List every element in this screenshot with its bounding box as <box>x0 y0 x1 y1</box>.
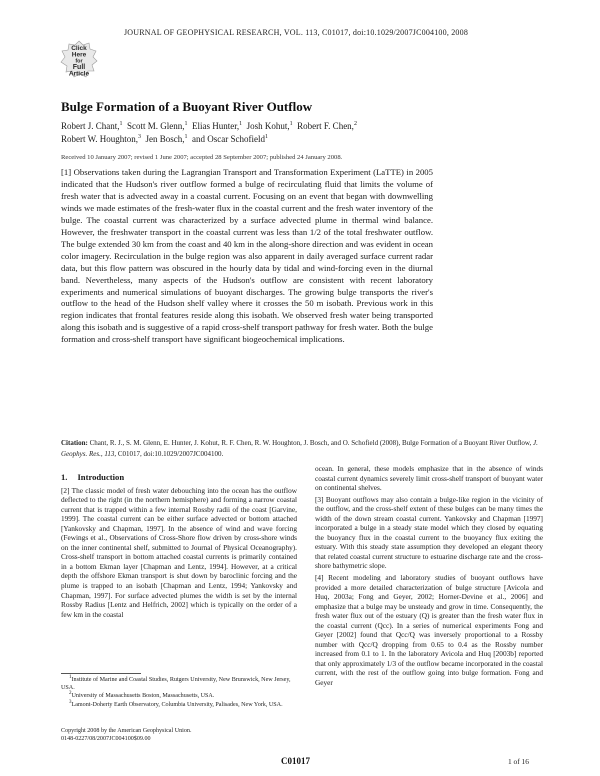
journal-header: JOURNAL OF GEOPHYSICAL RESEARCH, VOL. 113, C01017, doi:10.1029/2007JC004100, 2008 <box>123 28 469 37</box>
footnotes <box>61 676 297 709</box>
badge-line3: for <box>75 58 83 65</box>
author: Scott M. Glenn,$^1$ <box>127 121 188 131</box>
body-paragraph: [2] The classic model of fresh water debouching into the ocean has the outflow deflected to the right (in the northern hemisphere) and forming a narrow coastal current that is trapped within a few internal Rossby radii of the coast [Garvine, 1999]. The coastal current can be either surface advected or bottom attached [Yankovsky and Chapman, 1997]. In the absence of wind and wave forcing (Fewings et al., Observations of Cross-Shore flow driven by cross-shore winds on the inner continental shelf, submitted to Journal of Physical Oceanography). Cross-shelf transport in bottom attached coastal currents is primarily contained in a bottom Ekman layer [Chapman and Lentz, 1994]. However, at a critical depth the offshore Ekman transport is shut down by baroclinic forcing and the plume is trapped to an isobath [Chapman and Lentz, 1994; Yankovsky and Chapman, 1997]. For surface advected plumes the width is set by the internal Rossby Radius [Lentz and Helfrich, 2002] which is typically on the order of a few km in the coastal <box>61 485 297 619</box>
right-column <box>315 464 543 688</box>
footnote: $^1$Institute of Marine and Coastal Studies, Rutgers University, New Brunswick, New Jersey, USA. <box>61 675 291 692</box>
author: Robert W. Houghton,$^3$ <box>61 134 142 144</box>
author-list <box>61 120 491 146</box>
author: Elias Hunter,$^1$ <box>192 121 243 131</box>
full-article-badge-icon <box>60 40 98 78</box>
body-paragraph: [3] Buoyant outflows may also contain a bulge-like region in the vicinity of the outflow, and the cross-shelf extent of these bulges can be many times the width of the down stream coastal current. Yankovsky and Chapman [1997] incorporated a bulge in a steady state model which they closed by equating the buoyancy flux in the coastal current to the buoyancy flux exiting the estuary. With this steady state assumption they developed an elegant theory that related coastal current structure to estuarine discharge rate and the cross-shore bathymetric slope. <box>315 494 543 571</box>
badge-line2: Here <box>71 51 87 59</box>
author-line-2 <box>61 133 491 146</box>
page-number: 1 of 16 <box>508 757 529 766</box>
article-title: Bulge Formation of a Buoyant River Outflow <box>61 99 313 114</box>
section-heading <box>61 473 297 483</box>
author: Robert F. Chen,$^2$ <box>297 121 357 131</box>
citation <box>61 438 541 459</box>
citation-doi: C01017, doi:10.1029/2007JC004100. <box>117 449 224 458</box>
author: Josh Kohut,$^1$ <box>246 121 293 131</box>
full-article-badge[interactable] <box>60 40 98 78</box>
badge-line5: Article <box>68 70 90 78</box>
footnote-divider <box>61 673 141 674</box>
body-paragraph: ocean. In general, these models emphasize that in the absence of winds coastal current dynamics severely limit cross-shelf transport of buoyant water on continental shelves. <box>315 464 543 493</box>
author: and Oscar Schofield$^1$ <box>192 134 268 144</box>
author: Robert J. Chant,$^1$ <box>61 121 123 131</box>
copyright <box>61 727 297 743</box>
received-dates: Received 10 January 2007; revised 1 June 2007; accepted 28 September 2007; published 24 January 2008. <box>61 154 343 161</box>
body-paragraph: [4] Recent modeling and laboratory studies of buoyant outflows have provided a more detailed characterization of bulge structure [Avicola and Huq, 2003a; Fong and Geyer, 2002; Horner-Devine et al., 2006] and emphasize that a bulge may be unsteady and grow in time. Consequently, the fresh water flux out of the estuary (Q) is greater than the fresh water flux in the coastal current (Qcc). In a series of numerical experiments Fong and Geyer [2002] found that Qcc/Q was inversely proportional to a Rossby number with Qcc/Q dropping from 0.65 to 0.4 as the Rossby number increased from 0.1 to 1. In the laboratory Avicola and Huq [2003b] reported that only approximately 1/3 of the outflow became incorporated in the coastal current, with the rest of the outflow going into bulge formation. Fong and Geyer <box>315 573 543 688</box>
author-line-1 <box>61 120 491 133</box>
author: Jen Bosch,$^1$ <box>145 134 188 144</box>
section-title: Introduction <box>77 472 125 482</box>
citation-text: Chant, R. J., S. M. Glenn, E. Hunter, J. Kohut, R. F. Chen, R. W. Houghton, J. Bosch, and O. Schofield (2008), Bulge Formation of a Buoyant River Outflow, <box>89 439 532 447</box>
article-code: C01017 <box>281 756 310 766</box>
footnote: $^3$Lamont-Doherty Earth Observatory, Columbia University, Palisades, New York, USA. <box>69 699 283 708</box>
citation-journal: J. Geophys. Res., 113, <box>61 439 538 458</box>
badge-line4: Full <box>72 64 86 71</box>
citation-label: Citation: <box>61 439 88 447</box>
footnote: $^2$University of Massachusetts Boston, Massachusetts, USA. <box>69 691 215 700</box>
section-number: 1. <box>61 472 68 482</box>
abstract: [1] Observations taken during the Lagrangian Transport and Transformation Experiment (LaTTE) in 2005 indicated that the Hudson's river outflow formed a bulge of recirculating fluid that limits the volume of fresh water that is advected away in a coastal current. Focusing on an event that began with downwelling winds we made estimates of the fresh-water flux in the coastal current and the fresh water inventory of the bulge. The coastal current was characterized by a surface advected plume in thermal wind balance. However, the freshwater transport in the coastal current was less than 1/2 of the total freshwater outflow. The bulge extended 30 km from the coast and 40 km in the along-shore direction and was evident in ocean color imagery. Recirculation in the bulge region was also apparent in daily averaged surface current radar data, but this flow pattern was obscured in the hourly data by tidal and wind-forcing even in the diurnal band. Nevertheless, many aspects of the Hudson's outflow are consistent with recent laboratory experiments and numerical simulations of buoyant discharges. The growing bulge transports the river's outflow to the head of the Hudson shelf valley where it crosses the 50 m isobath. Previous work in this region indicates that frontal features reside along this isobath. We observed fresh water being transported along this isobath and is suggestive of a rapid cross-shelf transport pathway for fresh water. Both the bulge formation and cross-shelf transport have significant biogeochemical implications. <box>61 167 433 345</box>
issn-line: 0148-0227/08/2007JC004100$09.00 <box>61 736 151 743</box>
left-column <box>61 464 297 619</box>
badge-line1: Click <box>71 45 87 52</box>
copyright-line: Copyright 2008 by the American Geophysical Union. <box>61 728 192 734</box>
